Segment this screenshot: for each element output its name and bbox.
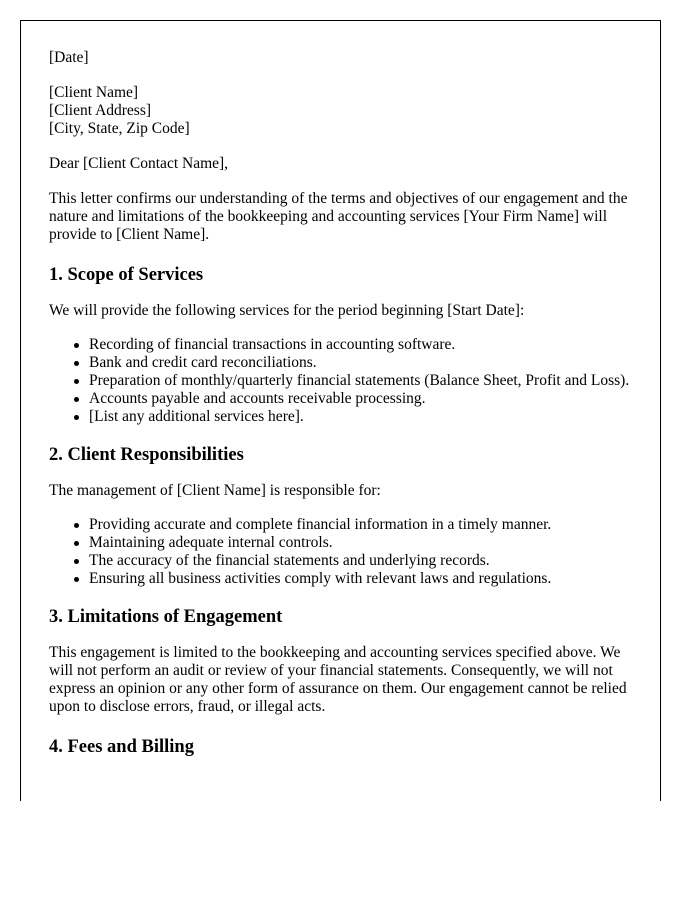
salutation: Dear [Client Contact Name], — [49, 155, 229, 172]
spacer — [49, 426, 639, 444]
spacer — [49, 244, 639, 264]
bullet-icon — [74, 379, 79, 384]
spacer — [49, 286, 639, 302]
bullet-icon — [74, 541, 79, 546]
list-item-text: Preparation of monthly/quarterly financial statements (Balance Sheet, Profit and Loss). — [89, 372, 630, 389]
address-line: [Client Address] — [49, 102, 152, 119]
list-item — [89, 336, 639, 354]
spacer — [49, 500, 639, 516]
list-item — [89, 570, 639, 588]
letter-content — [49, 49, 639, 758]
scope-lead: We will provide the following services for the period beginning [Start Date]: — [49, 302, 525, 319]
letter-date: [Date] — [49, 49, 89, 66]
spacer — [49, 320, 639, 336]
letter-page — [20, 20, 661, 801]
bullet-icon — [74, 361, 79, 366]
address-line: [Client Name] — [49, 84, 139, 101]
responsibilities-lead: The management of [Client Name] is responsible for: — [49, 482, 381, 499]
intro-paragraph: This letter confirms our understanding of the terms and objectives of our engagement and the nature and limitations of the bookkeeping and accounting services [Your Firm Name] will provide to [Client Name]. — [49, 190, 628, 243]
list-item-text: [List any additional services here]. — [89, 408, 304, 425]
spacer — [49, 466, 639, 482]
list-item-text: Providing accurate and complete financial information in a timely manner. — [89, 516, 552, 533]
bullet-icon — [74, 415, 79, 420]
bullet-icon — [74, 523, 79, 528]
list-item — [89, 516, 639, 534]
spacer — [49, 138, 639, 155]
spacer — [49, 588, 639, 606]
list-item — [89, 354, 639, 372]
list-item — [89, 552, 639, 570]
list-item-text: The accuracy of the financial statements and underlying records. — [89, 552, 490, 569]
spacer — [49, 716, 639, 736]
bullet-icon — [74, 559, 79, 564]
address-line: [City, State, Zip Code] — [49, 120, 190, 137]
spacer — [49, 628, 639, 644]
list-item-text: Maintaining adequate internal controls. — [89, 534, 333, 551]
list-item-text: Bank and credit card reconciliations. — [89, 354, 317, 371]
section-heading-responsibilities: 2. Client Responsibilities — [49, 445, 244, 465]
section-heading-limitations: 3. Limitations of Engagement — [49, 607, 283, 627]
scope-list — [49, 336, 639, 426]
list-item — [89, 390, 639, 408]
list-item-text: Recording of financial transactions in accounting software. — [89, 336, 456, 353]
list-item — [89, 372, 639, 390]
bullet-icon — [74, 577, 79, 582]
list-item-text: Ensuring all business activities comply with relevant laws and regulations. — [89, 570, 552, 587]
bullet-icon — [74, 397, 79, 402]
list-item-text: Accounts payable and accounts receivable processing. — [89, 390, 426, 407]
limitations-paragraph: This engagement is limited to the bookkeeping and accounting services specified above. We will not perform an audit or review of your financial statements. Consequently, we will not express an opinion or any other form of assurance on them. Our engagement cannot be relied upon to disclose errors, fraud, or illegal acts. — [49, 644, 627, 715]
section-heading-fees: 4. Fees and Billing — [49, 737, 194, 757]
list-item — [89, 534, 639, 552]
spacer — [49, 173, 639, 190]
recipient-address — [49, 84, 639, 138]
responsibilities-list — [49, 516, 639, 588]
spacer — [49, 67, 639, 84]
list-item — [89, 408, 639, 426]
section-heading-scope: 1. Scope of Services — [49, 265, 204, 285]
bullet-icon — [74, 343, 79, 348]
